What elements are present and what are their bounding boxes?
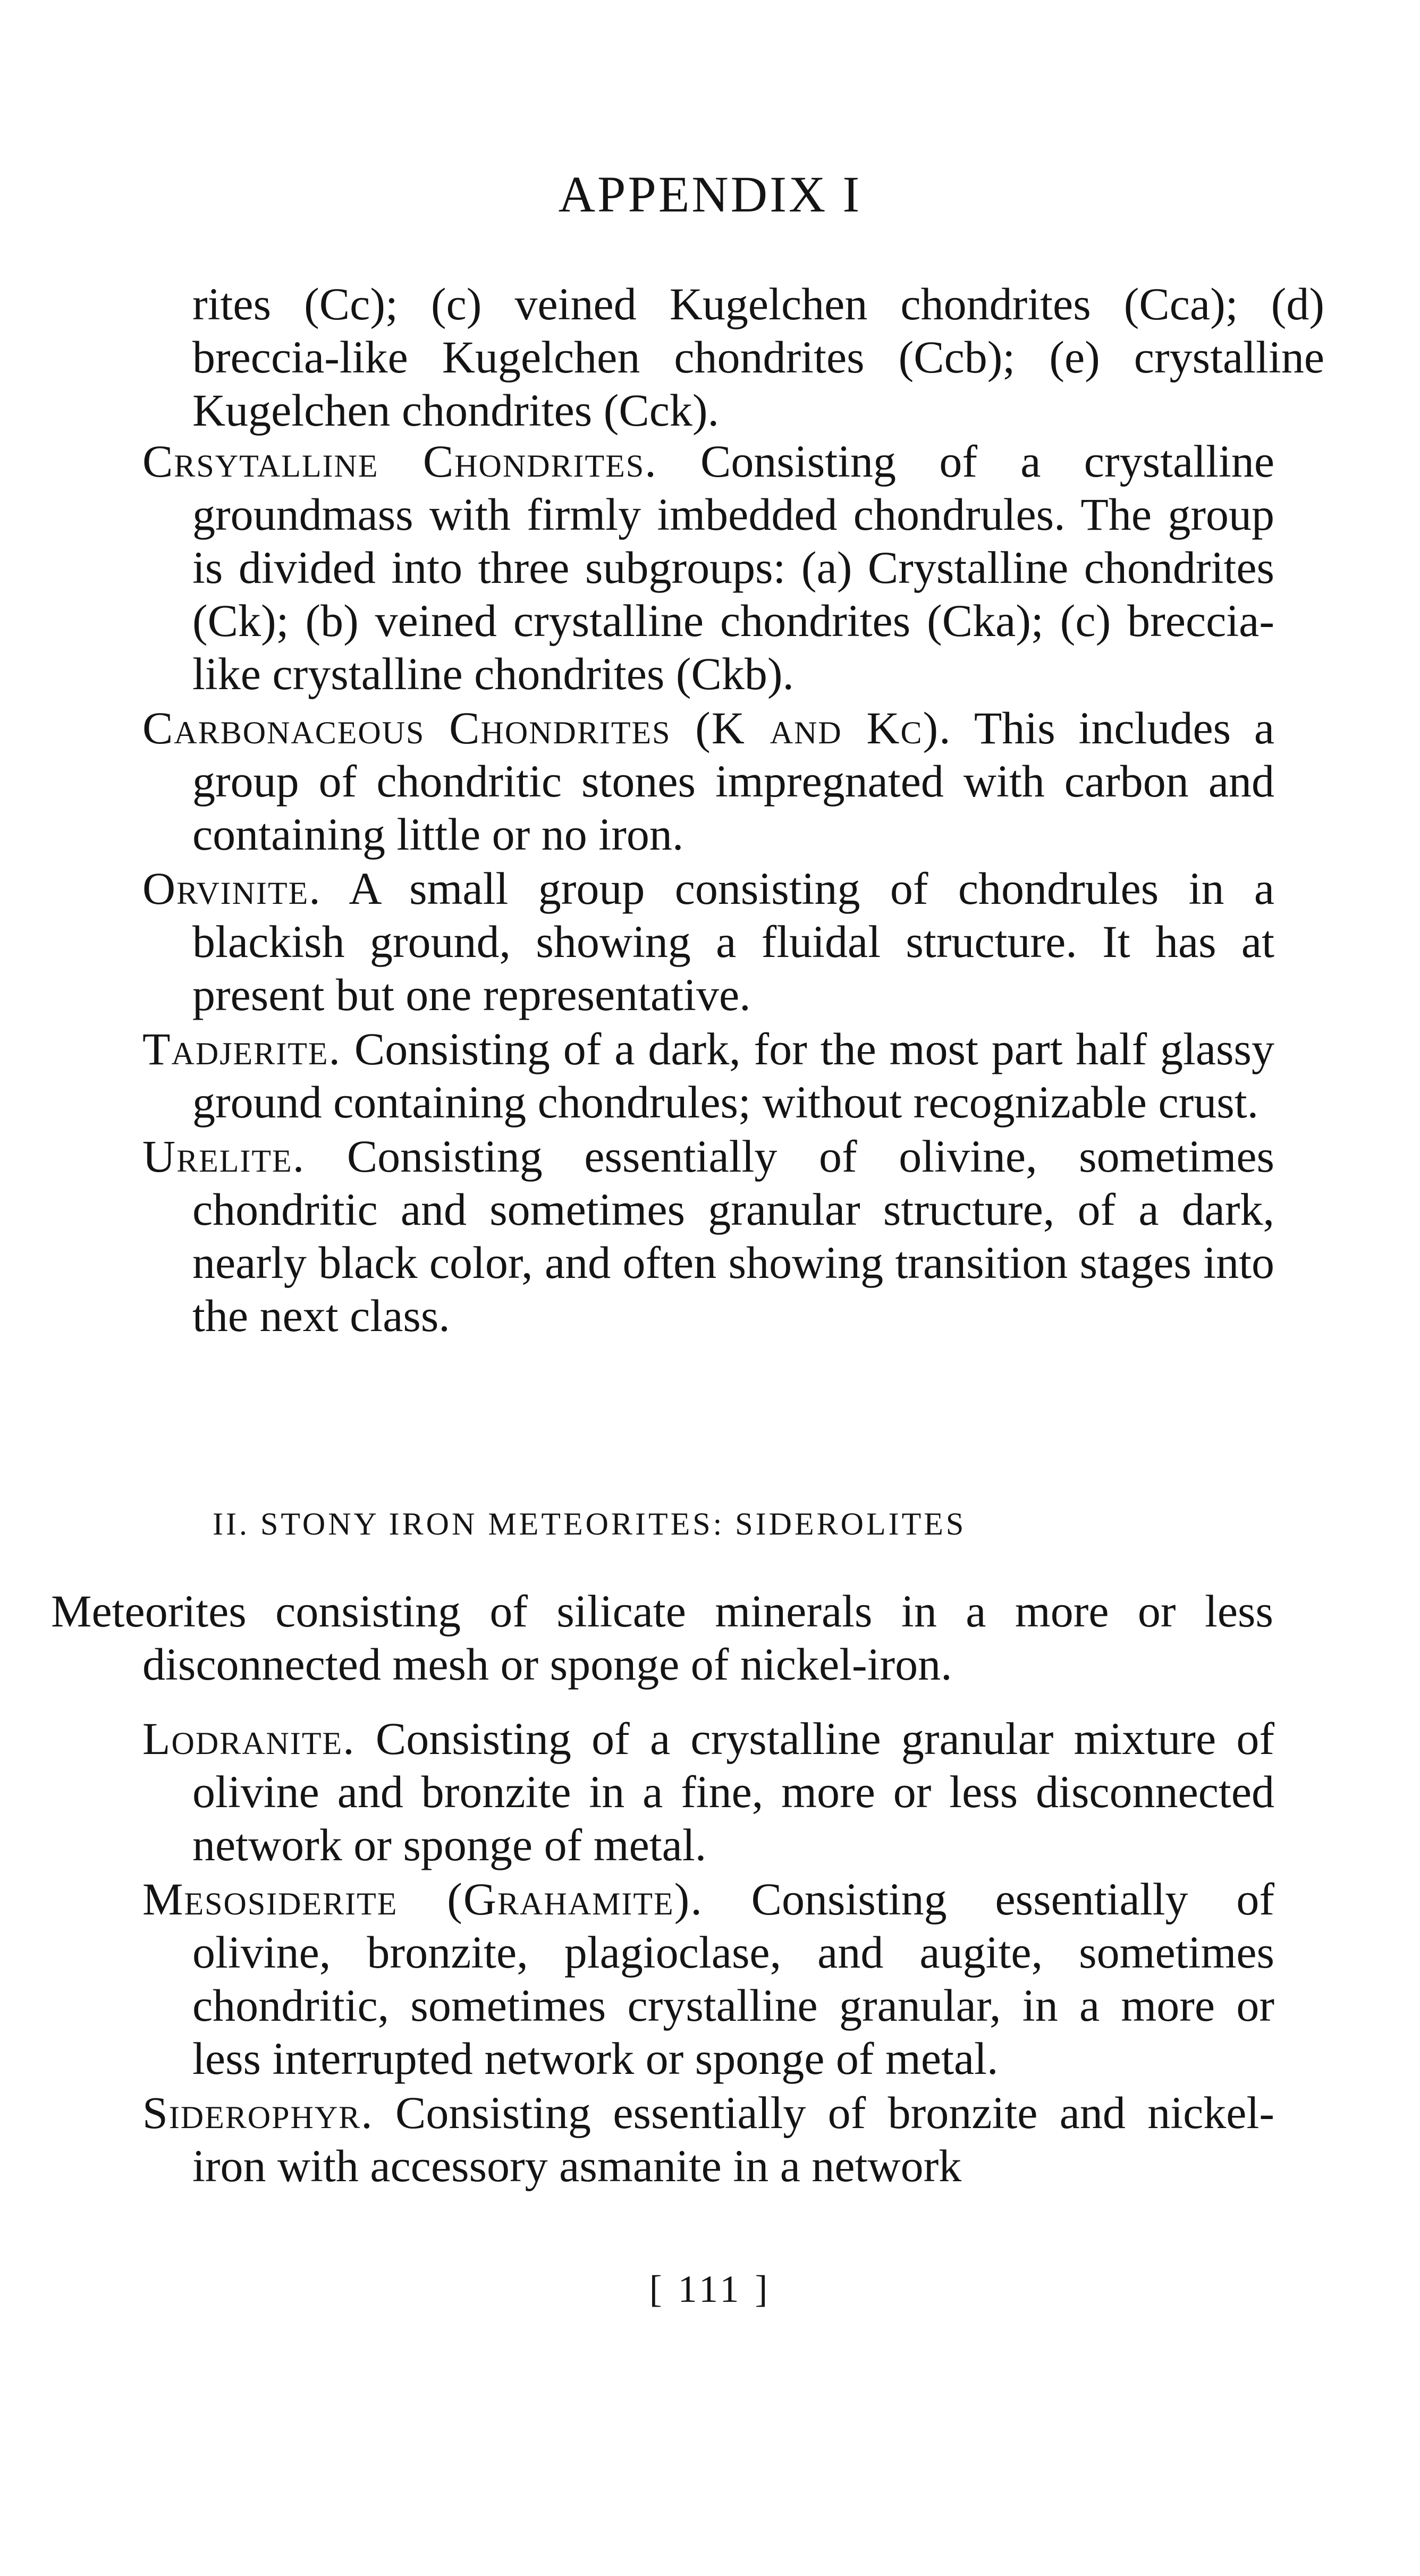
entry-text: Consisting essentially of olivine, sometimes chondritic and sometimes granular structure, of a dark, nearly black color, and often showing transition stages into the next class. (192, 1131, 1275, 1341)
continuation-paragraph: rites (Cc); (c) veined Kugelchen chondrites (Cca); (d) breccia-like Kugelchen chondrites (Ccb); (e) crystalline Kugelchen chondrites (Cck). (192, 278, 1324, 436)
entry-crystalline-chondrites (142, 435, 1274, 700)
stony-meteorite-entries (142, 435, 1274, 1343)
entry-urelite (142, 1130, 1274, 1342)
entry-orvinite (142, 862, 1274, 1021)
entry-tadjerite (142, 1022, 1274, 1129)
entry-mesosiderite (142, 1872, 1274, 2085)
entry-text: Consisting essentially of bronzite and nickel-iron with accessory asmanite in a network (192, 2087, 1274, 2191)
entry-text: Consisting of a dark, for the most part half glassy ground containing chondrules; without recognizable crust. (192, 1023, 1274, 1128)
section-heading: II. STONY IRON METEORITES: SIDEROLITES (213, 1506, 967, 1541)
entry-carbonaceous-chondrites (142, 701, 1274, 861)
entry-text: Consisting of a crystalline granular mixture of olivine and bronzite in a fine, more or less disconnected network or sponge of metal. (192, 1713, 1275, 1870)
entry-text: This includes a group of chondritic stones impregnated with carbon and containing little or no iron. (192, 702, 1274, 860)
entry-text: Consisting essentially of olivine, bronzite, plagioclase, and augite, sometimes chondritic, sometimes crystalline granular, in a more or less interrupted network or sponge of metal. (192, 1874, 1274, 2084)
page-number: [ 111 ] (649, 2268, 771, 2310)
entry-term: Mesosiderite (Grahamite). (142, 1874, 703, 1925)
entry-term: Urelite. (142, 1131, 306, 1182)
siderolite-entries (142, 1712, 1274, 2193)
entry-term: Carbonaceous Chondrites (K and Kc). (142, 702, 952, 753)
entry-text: A small group consisting of chondrules in a blackish ground, showing a fluidal structure. It has at present but one representative. (192, 863, 1274, 1020)
entry-term: Tadjerite. (142, 1023, 341, 1074)
entry-term: Crsytalline Chondrites. (142, 436, 657, 487)
running-head: APPENDIX I (558, 166, 862, 223)
entry-text: Consisting of a crystalline groundmass with firmly imbedded chondrules. The group is divided into three subgroups: (a) Crystalline chondrites (Ck); (b) veined crystalline chondrites (Cka); (c) breccia-like crystalline chondrites (Ckb). (192, 436, 1274, 699)
entry-term: Lodranite. (142, 1713, 356, 1764)
entry-term: Orvinite. (142, 863, 322, 914)
entry-siderophyr (142, 2086, 1274, 2192)
entry-term: Siderophyr. (142, 2087, 374, 2138)
section-intro: Meteorites consisting of silicate minerals in a more or less disconnected mesh or sponge of nickel-iron. (51, 1586, 1273, 1690)
entry-lodranite (142, 1712, 1274, 1871)
